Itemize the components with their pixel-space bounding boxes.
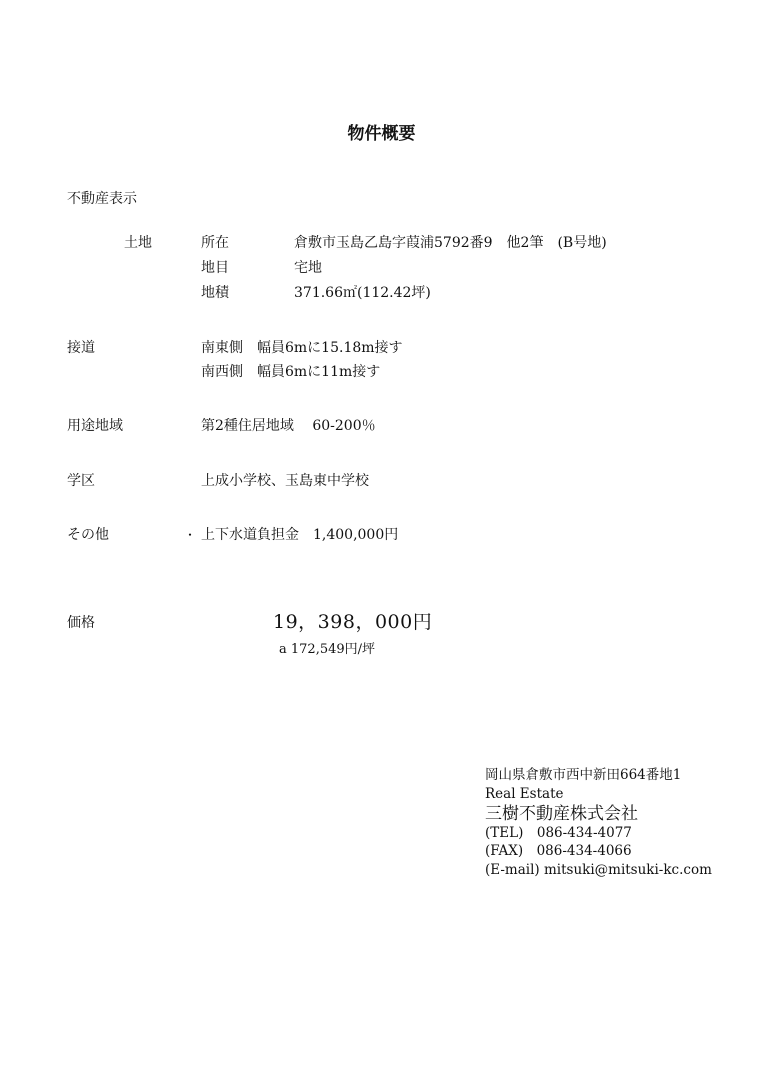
road-access-line: 南東側 幅員6mに15.18m接す (201, 340, 403, 356)
land-label: 土地 (124, 235, 152, 251)
company-email: (E-mail) mitsuki@mitsuki-kc.com (485, 862, 712, 878)
road-access-line: 南西側 幅員6mに11m接す (201, 364, 381, 380)
price-label: 価格 (67, 615, 95, 631)
area-value: 371.66㎡(112.42坪) (294, 285, 431, 301)
price-per-tsubo: a 172,549円/坪 (279, 642, 376, 657)
company-tel: (TEL) 086-434-4077 (485, 825, 632, 841)
price-value: 19，398，000円 (273, 611, 433, 633)
other-value: 上下水道負担金 1,400,000円 (201, 527, 399, 543)
company-address: 岡山県倉敷市西中新田664番地1 (485, 767, 682, 783)
zoning-value: 第2種住居地域 60-200％ (201, 418, 376, 434)
school-district-value: 上成小学校、玉島東中学校 (201, 473, 369, 489)
category-label: 地目 (201, 260, 229, 276)
other-label: その他 (67, 527, 109, 543)
category-value: 宅地 (294, 260, 322, 276)
zoning-label: 用途地域 (67, 418, 123, 434)
school-district-label: 学区 (67, 473, 95, 489)
property-display-heading: 不動産表示 (67, 191, 137, 207)
company-name: 三樹不動産株式会社 (485, 804, 638, 824)
location-label: 所在 (201, 235, 229, 251)
company-fax: (FAX) 086-434-4066 (485, 843, 632, 859)
company-tagline: Real Estate (485, 786, 564, 802)
area-label: 地積 (201, 285, 229, 301)
location-value: 倉敷市玉島乙島字葭浦5792番9 他2筆 (B号地) (294, 235, 607, 251)
road-access-label: 接道 (67, 340, 95, 356)
document-title: 物件概要 (347, 124, 416, 144)
bullet-marker: ・ (184, 528, 197, 542)
